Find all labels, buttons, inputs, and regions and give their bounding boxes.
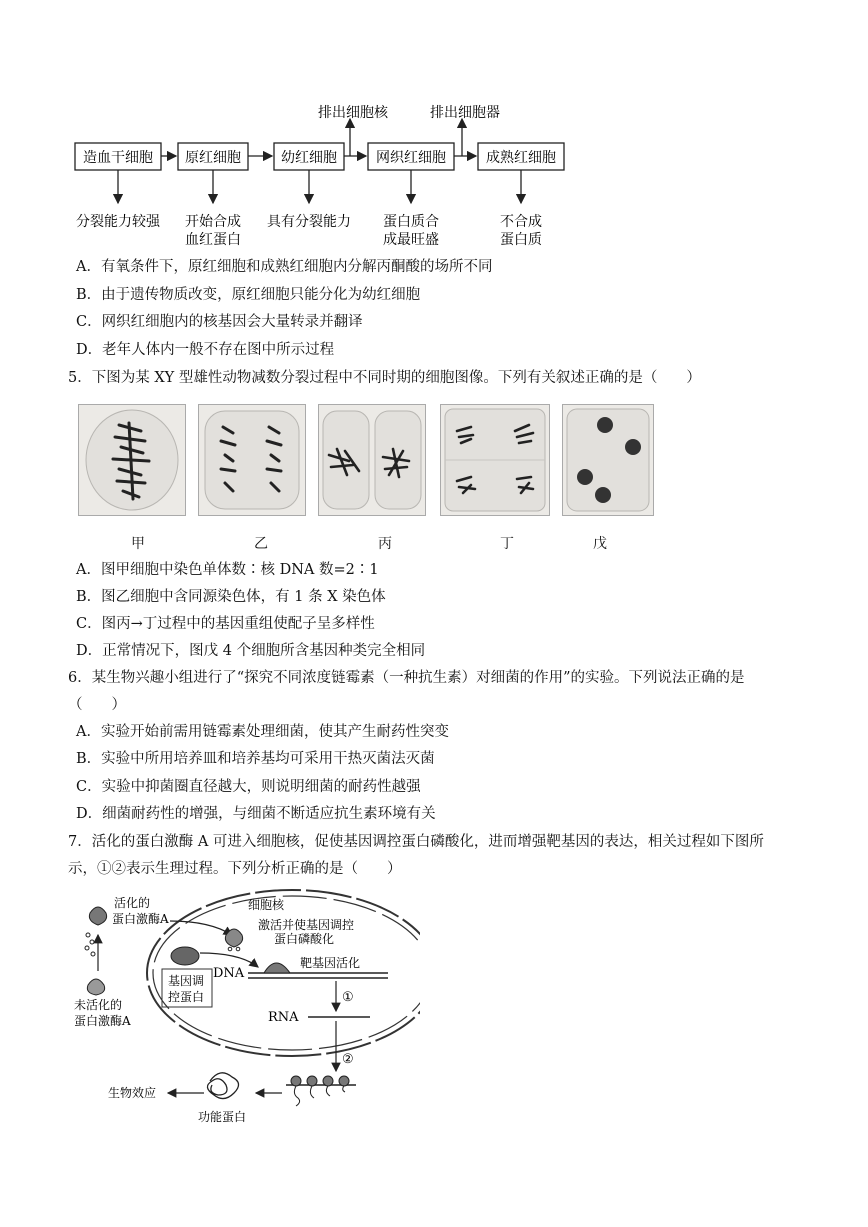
activation-label-2: 蛋白磷酸化 [274, 932, 335, 946]
dna-label: DNA [213, 966, 245, 981]
micrograph-label-yi: 乙 [254, 536, 268, 552]
regulatory-protein-label-2: 控蛋白 [168, 990, 205, 1004]
flow-box-reticulocyte: 网织红细胞 [376, 150, 446, 166]
q5-option-a: A．图甲细胞中染色单体数∶核 DNA 数=2∶1 [76, 562, 379, 578]
rna-label: RNA [268, 1010, 299, 1025]
q4-option-b: B．由于遗传物质改变，原红细胞只能分化为幼红细胞 [76, 287, 421, 303]
micrograph-label-ding: 丁 [500, 536, 514, 552]
micrograph-jia [78, 404, 186, 516]
active-kinase-label-1: 活化的 [114, 896, 151, 910]
q4-option-a: A．有氧条件下，原红细胞和成熟红细胞内分解丙酮酸的场所不同 [76, 259, 493, 275]
inactive-kinase-label-1: 未活化的 [74, 998, 123, 1012]
flow-note-protein-peak-2: 成最旺盛 [383, 232, 439, 248]
q7-stem-line2: 示，①②表示生理过程。下列分析正确的是（ ） [68, 861, 402, 877]
q4-option-d: D．老年人体内一般不存在图中所示过程 [76, 342, 335, 358]
micrograph-bing [318, 404, 426, 516]
q6-option-d: D．细菌耐药性的增强，与细菌不断适应抗生素环境有关 [76, 806, 436, 822]
q7-stem-line1: 7．活化的蛋白激酶 A 可进入细胞核，促使基因调控蛋白磷酸化，进而增强靶基因的表达，相关过程如下图所 [68, 834, 764, 850]
flow-note-strong-division: 分裂能力较强 [76, 214, 160, 230]
q5-option-b: B．图乙细胞中含同源染色体，有 1 条 X 染色体 [76, 589, 386, 605]
flow-note-protein-peak-1: 蛋白质合 [383, 214, 439, 230]
q6-stem-line1: 6．某生物兴趣小组进行了“探究不同浓度链霉素（一种抗生素）对细菌的作用”的实验。下列说法正确的是 [68, 670, 745, 686]
flow-note-start-hemoglobin-1: 开始合成 [185, 214, 241, 230]
erythropoiesis-flowchart [60, 95, 600, 255]
micrograph-ding [440, 404, 550, 516]
inactive-kinase-label-2: 蛋白激酶A [74, 1014, 131, 1028]
flow-label-expel-nucleus: 排出细胞核 [318, 105, 388, 121]
step-2-label: ② [342, 1052, 354, 1067]
regulatory-protein-label-1: 基因调 [168, 974, 205, 988]
flow-note-no-protein-1: 不合成 [500, 214, 542, 230]
q6-option-c: C．实验中抑菌圈直径越大，则说明细菌的耐药性越强 [76, 779, 421, 795]
active-kinase-icon [89, 907, 106, 925]
micrograph-label-bing: 丙 [378, 536, 392, 552]
nucleus-label: 细胞核 [248, 898, 285, 912]
flow-box-mature-rbc: 成熟红细胞 [486, 150, 556, 166]
q4-option-c: C．网织红细胞内的核基因会大量转录并翻译 [76, 314, 363, 330]
flow-note-no-protein-2: 蛋白质 [500, 232, 542, 248]
step-1-label: ① [342, 990, 354, 1005]
flow-note-can-divide: 具有分裂能力 [267, 214, 351, 230]
inactive-kinase-icon [87, 979, 104, 995]
functional-protein-label: 功能蛋白 [198, 1110, 247, 1124]
biological-effect-label: 生物效应 [108, 1086, 157, 1100]
functional-protein-icon [207, 1073, 238, 1099]
micrograph-yi [198, 404, 306, 516]
kinase-in-nucleus-icon [225, 929, 242, 947]
gene-expression-diagram [60, 885, 420, 1135]
target-gene-label: 靶基因活化 [300, 956, 361, 970]
micrograph-label-wu: 戊 [593, 536, 607, 552]
q6-stem-line2: （ ） [68, 697, 126, 713]
regulatory-protein-icon [171, 947, 199, 965]
activation-label-1: 激活并使基因调控 [258, 918, 355, 932]
micrograph-wu [562, 404, 654, 516]
flow-box-proerythroblast: 原红细胞 [185, 150, 241, 166]
flow-label-expel-organelles: 排出细胞器 [430, 105, 500, 121]
active-kinase-label-2: 蛋白激酶A [112, 912, 169, 926]
q5-option-c: C．图丙→丁过程中的基因重组使配子呈多样性 [76, 616, 375, 632]
q5-stem: 5．下图为某 XY 型雄性动物减数分裂过程中不同时期的细胞图像。下列有关叙述正确的是（ ） [68, 370, 701, 386]
flow-box-stem-cell: 造血干细胞 [83, 150, 153, 166]
phosphorylated-protein-icon [264, 963, 290, 973]
flow-note-start-hemoglobin-2: 血红蛋白 [185, 232, 241, 248]
q6-option-b: B．实验中所用培养皿和培养基均可采用干热灭菌法灭菌 [76, 751, 435, 767]
micrograph-label-jia: 甲 [131, 536, 145, 552]
q5-option-d: D．正常情况下，图戊 4 个细胞所含基因种类完全相同 [76, 643, 426, 659]
flow-box-erythroblast: 幼红细胞 [281, 150, 337, 166]
q6-option-a: A．实验开始前需用链霉素处理细菌，使其产生耐药性突变 [76, 724, 449, 740]
